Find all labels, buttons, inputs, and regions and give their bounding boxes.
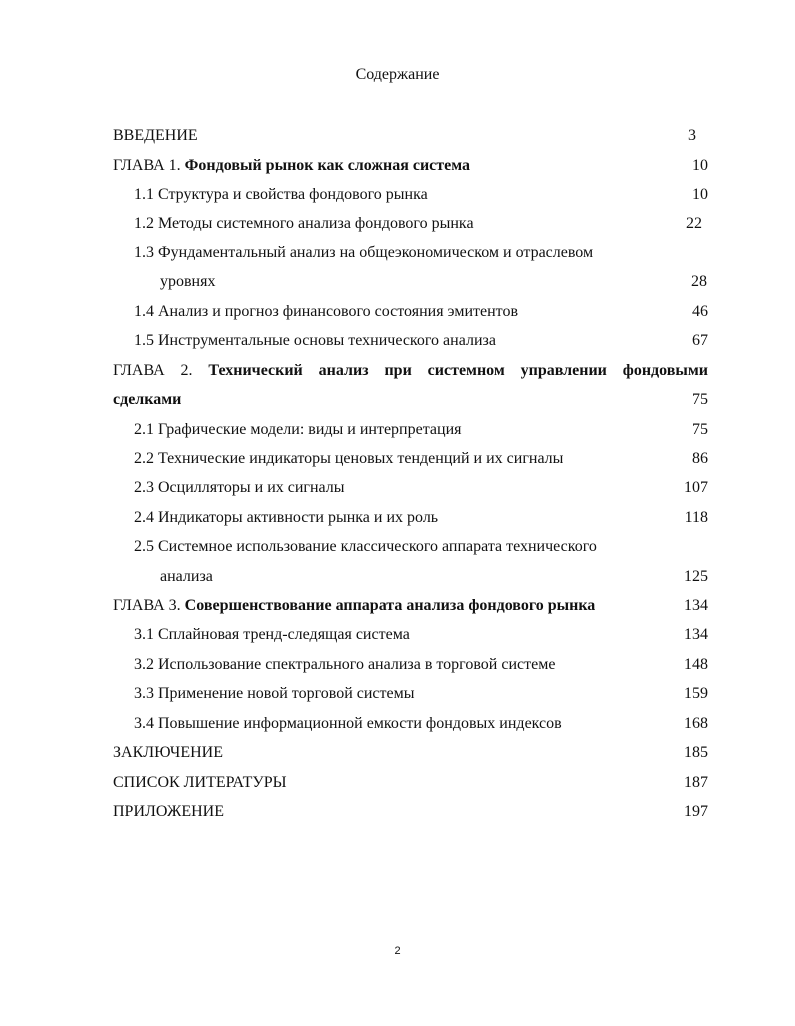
toc-page-number: 185 [684, 744, 708, 761]
chapter-title-word: фондовыми [622, 362, 708, 379]
toc-label: 3.2 Использование спектрального анализа в торговой системе [134, 656, 556, 673]
toc-page-number: 134 [684, 626, 708, 643]
toc-page-number: 10 [692, 157, 708, 174]
chapter-title: сделками [113, 391, 182, 408]
toc-entry-chapter-1[interactable] [113, 156, 708, 176]
toc-entry-conclusion[interactable] [113, 743, 708, 763]
toc-entry-section-1-2[interactable] [134, 214, 702, 234]
toc-label: 1.2 Методы системного анализа фондового рынка [134, 215, 474, 232]
toc-entry-section-2-3[interactable] [134, 478, 708, 498]
toc-label: 3.3 Применение новой торговой системы [134, 685, 415, 702]
toc-label: ПРИЛОЖЕНИЕ [113, 803, 225, 820]
chapter-title-word: управлении [520, 362, 607, 379]
chapter-prefix: ГЛАВА 3. [113, 597, 181, 614]
toc-page-number: 159 [684, 685, 708, 702]
toc-label: уровнях [160, 273, 216, 290]
toc-entry-section-1-1[interactable] [134, 185, 708, 205]
toc-page-number: 46 [692, 303, 708, 320]
chapter-title-word: при [384, 362, 412, 379]
toc-page-number: 118 [684, 509, 708, 526]
toc-label: ВВЕДЕНИЕ [113, 127, 198, 144]
toc-entry-section-1-3-cont[interactable] [160, 272, 707, 292]
toc-entry-appendix[interactable] [113, 802, 708, 822]
toc-page-number: 3 [688, 127, 696, 144]
toc-label: СПИСОК ЛИТЕРАТУРЫ [113, 774, 287, 791]
toc-page-number: 28 [691, 273, 707, 290]
chapter-prefix: ГЛАВА 1. [113, 157, 181, 174]
page-title: Содержание [355, 66, 440, 83]
toc-entry-section-3-2[interactable] [134, 655, 708, 675]
toc-page-number: 75 [692, 391, 708, 408]
chapter-title-word: анализ [318, 362, 369, 379]
chapter-title: Совершенствование аппарата анализа фондового рынка [184, 597, 596, 614]
toc-page-number: 148 [684, 656, 708, 673]
toc-entry-section-2-4[interactable] [134, 508, 708, 528]
toc-page-number: 107 [684, 479, 708, 496]
toc-page-number: 187 [684, 774, 708, 791]
toc-page-number: 134 [684, 597, 708, 614]
toc-page-number: 22 [686, 215, 702, 232]
chapter-title: Фондовый рынок как сложная система [184, 157, 471, 174]
chapter-prefix-word: 2. [180, 362, 193, 379]
toc-label: ЗАКЛЮЧЕНИЕ [113, 744, 223, 761]
toc-page-number: 197 [684, 803, 708, 820]
toc-entry-section-2-5-cont[interactable] [160, 567, 708, 587]
toc-entry-section-1-4[interactable] [134, 302, 708, 322]
toc-entry-section-1-5[interactable] [134, 331, 708, 351]
toc-entry-chapter-2[interactable] [113, 361, 708, 381]
toc-entry-section-3-3[interactable] [134, 684, 708, 704]
toc-page-number: 67 [692, 332, 708, 349]
chapter-prefix-word: ГЛАВА [113, 362, 165, 379]
toc-label: 1.4 Анализ и прогноз финансового состояния эмитентов [134, 303, 518, 320]
toc-entry-section-1-3[interactable]: 1.3 Фундаментальный анализ на общеэкономическом и отраслевом [134, 244, 594, 261]
toc-label: 3.4 Повышение информационной емкости фондовых индексов [134, 715, 562, 732]
toc-entry-references[interactable] [113, 773, 708, 793]
page-number: 2 [394, 945, 401, 957]
toc-label: 1.1 Структура и свойства фондового рынка [134, 186, 428, 203]
toc-entry-chapter-2-cont[interactable] [113, 390, 708, 410]
toc-label: 1.5 Инструментальные основы технического анализа [134, 332, 496, 349]
toc-page-number: 86 [692, 450, 708, 467]
chapter-title-word: Технический [208, 362, 303, 379]
toc-page-number: 10 [692, 186, 708, 203]
toc-entry-chapter-3[interactable] [113, 596, 708, 616]
chapter-title-word: системном [427, 362, 505, 379]
toc-page-number: 168 [684, 715, 708, 732]
toc-entry-section-2-5[interactable]: 2.5 Системное использование классического аппарата технического [134, 538, 597, 555]
toc-label: анализа [160, 568, 213, 585]
toc-entry-section-3-1[interactable] [134, 625, 708, 645]
toc-label: 2.1 Графические модели: виды и интерпретация [134, 421, 462, 438]
toc-entry-section-3-4[interactable] [134, 714, 708, 734]
toc-entry-intro[interactable] [113, 126, 696, 146]
toc-label: 2.2 Технические индикаторы ценовых тенденций и их сигналы [134, 450, 564, 467]
toc-label: 2.3 Осцилляторы и их сигналы [134, 479, 345, 496]
toc-entry-section-2-2[interactable] [134, 449, 708, 469]
toc-page-number: 125 [684, 568, 708, 585]
toc-label: 3.1 Сплайновая тренд-следящая система [134, 626, 410, 643]
toc-page-number: 75 [692, 421, 708, 438]
toc-label: 2.4 Индикаторы активности рынка и их роль [134, 509, 439, 526]
toc-entry-section-2-1[interactable] [134, 420, 708, 440]
